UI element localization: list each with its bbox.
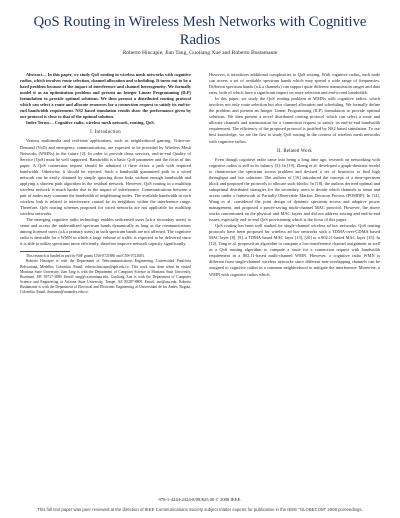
left-column: [20, 72, 191, 295]
right-column: [209, 72, 380, 278]
peer-review-note: This full text paper was peer reviewed at the direction of IEEE Communications Society subject matter experts for publication in the IEEE "GLOBECOM" 2008 proceedings.: [37, 507, 363, 512]
author-list: Roberto Hincapie, Jian Tang, Guoliang Xue and Roberto Bustamante: [122, 50, 278, 56]
intro-paragraph: The emerging cognitive radio technology enables unlicensed users (a.k.a secondary users) to sense and access the underutilized spectrum bands dynamically as long as the communications among licensed users (a.k.a primary users) in such spectrum bands are not affected. The cognitive radio is desirable for a WMN in which a large volume of traffic is expected to be delivered since it is able to utilize spectrums more efficiently, therefore improve network capacity significantly.: [20, 217, 191, 247]
intro-paragraph: Various multimedia and real-time applications, such as neighborhood gaming, Video-on-Demand (VoD) and emergency communications, are expected to be provided by Wireless Mesh Networks (WMNs) in the future [2]. In order to provide those services, end-to-end Quality of Service (QoS) must be well supported. Bandwidth is a basic QoS parameter and the focus of this paper. A QoS connection request should be admitted if there exists a path with required bandwidth. Otherwise, it should be rejected. Such a bandwidth guaranteed path in a wired network can be easily obtained by simply ignoring those links without enough bandwidth and applying a shortest path algorithm in the residual network. However, QoS routing in a multihop wireless network is much harder due to the impact of interference. Communications between a pair of nodes may consume the bandwidth of neighboring nodes. The available bandwidth in each wireless link is related to interference caused by its neighbors within the interference range. Therefore, QoS routing schemes proposed for wired networks are not applicable for multihop wireless networks.: [20, 138, 191, 217]
related-paragraph: QoS routing has been well studied for single-channel wireless ad hoc networks. QoS routing protocols have been proposed for wireless ad hoc networks with a TDMA-over-CDMA based MAC layer [8], [9], a TDMA-based MAC layer [13], [20] or a 802.11-based MAC layer [15]. In [12], Tang et al. proposed an algorithm to compute a low-interference channel assignment as well as a QoS routing algorithm to compute a route for a connection request with bandwidth requirement in a 802.11-based multi-channel WMN. However, a cognitive radio WMN is different from single-channel wireless networks since different non-overlapping channels can be assigned to cognitive radios in a common neighborhood to mitigate the interference. Moreover, a WMN with cognitive radios which: [209, 223, 380, 277]
abstract: Abstract— In this paper, we study QoS routing in wireless mesh networks with cognitive radios, which involves route selection, channel allocation and scheduling. It turns out to be a hard problem because of the impact of interference and channel heterogeneity. We formally model it as an optimization problem and present an Integer Linear Programming (ILP) formulation to provide optimal solutions. We then present a distributed routing protocol which can select a route and allocate resources for a connection request to satisfy its end-to-end bandwidth requirement. NS2 based simulation results show the performance given by our protocol is close to that of the optimal solution.: [20, 72, 191, 120]
section-heading-introduction: I. Introduction: [90, 130, 121, 136]
related-paragraph: Even though cognitive radio came into being a long time ago, research on networking with cognitive radios is still in its infancy [3]. In [19], Zheng et al. developed a graph-theoretic model to characterize the spectrum access problem and devised a set of heuristics to find high throughput and fair solutions. The authors of [16] introduced the concept of a time-spectrum block and proposed the protocols to allocate such blocks. In [18], the authors derived optimal and suboptimal distributed strategies for the secondary users to decide which channels to sense and access under a framework of Partially Observable Markov Decision Process (POMDP). In [14], Wang et al. considered the joint design of dynamic spectrum access and adaptive power management, and proposed a power-saving multi-channel MAC protocol. However, the above works concentrated on the physical and MAC layers and did not address routing and end-to-end issues, especially end-to-end QoS provisioning which is the focus of this paper.: [209, 156, 380, 223]
footnote-affiliations: Roberto Hincapie is with the Department of Telecommunications Engineering, Universidad Pontificia Bolivariana, Medellin, Colombia. Email: roberto.hincapie@upb.edu.co. This work was done when he visited Montana State University. Jian Tang is with the Department of Computer Science at Montana State University, Bozeman, MT 59717-3880. Email: tang@cs.montana.edu. Guoliang Xue is with the Department of Computer Science and Engineering at Arizona State University, Tempe, AZ 85287-8809. Email: xue@asu.edu. Roberto Bustamante is with the Department of Electrical and Electronic Engineering at Universidad de los Andes, Bogota, Colombia. Email: rbustama@uniandes.edu.co.: [20, 259, 191, 294]
body-paragraph: However, it introduces additional complexities to QoS routing. With cognitive radios, each node can access a set of available spectrum bands which may spread a wide range of frequencies. Different spectrum bands (a.k.a channels) can support quite different transmission ranges and data rates, both of which have a significant impact on route selection and end-to-end bandwidth.: [209, 72, 380, 96]
footnote-funding: This research is funded in part by NSF grants CNS-0721880 and CNS-0721803.: [26, 254, 145, 259]
footnote-divider: [20, 251, 70, 252]
copyright-line: 978-1-4244-2324-8/08/$25.00 © 2008 IEEE.: [158, 497, 242, 502]
index-terms: Index Terms— Cognitive radio, wireless mesh network, routing, QoS.: [26, 120, 155, 126]
section-heading-related-work: II. Related Work: [276, 148, 313, 154]
body-paragraph: In this paper, we study the QoS routing problem in WMNs with cognitive radios, which involves not only route selection but also channel allocation and scheduling. We formally define the problem and present an Integer Linear Programming (ILP) formulation to provide optimal solutions. We then present a novel distributed routing protocol which can select a route and allocate channels and transmission for a connection request to satisfy its end-to-end bandwidth requirement. The efficiency of the proposed protocol is justified by NS2 based simulation. To our best knowledge, we are the first to study QoS routing in the context of wireless mesh networks with cognitive radios.: [209, 96, 380, 144]
paper-title: QoS Routing in Wireless Mesh Networks with Cognitive Radios: [33, 14, 367, 48]
